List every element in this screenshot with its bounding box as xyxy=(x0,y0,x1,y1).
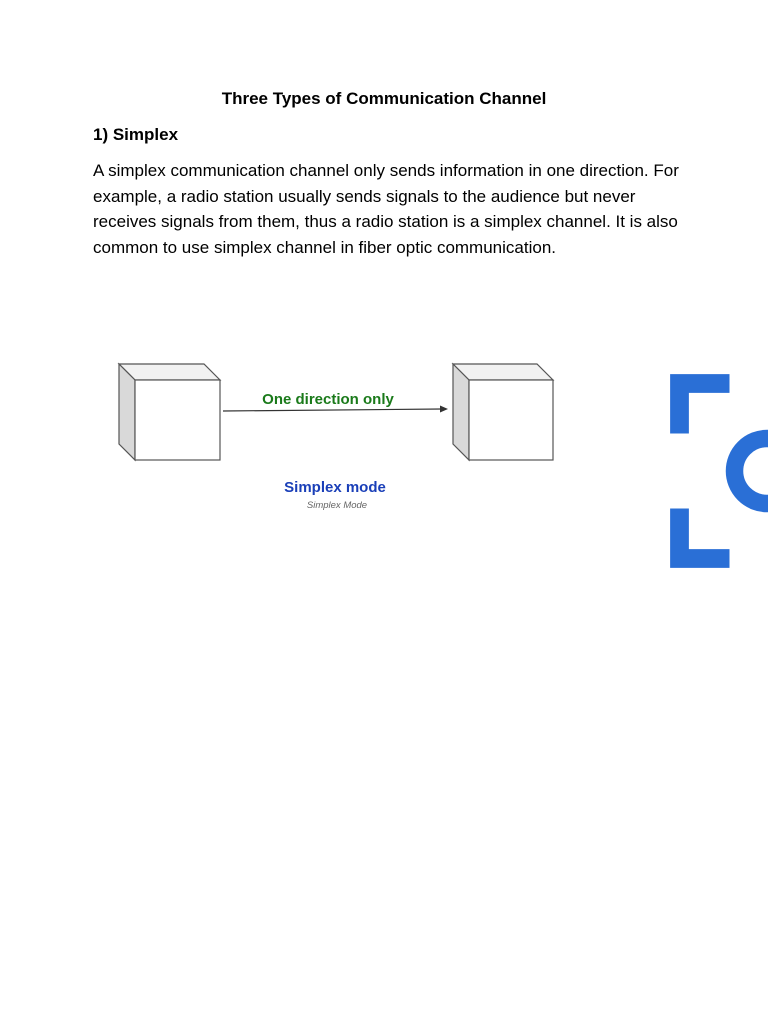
scan-icon[interactable] xyxy=(527,371,543,387)
mode-label: Simplex mode xyxy=(284,479,386,496)
simplex-diagram-svg xyxy=(100,330,580,530)
arrow-label: One direction only xyxy=(262,391,394,408)
body-paragraph: A simplex communication channel only sends information in one direction. For example, a radio station usually sends signals to the audience but never receives signals from them, thus a radio station is a simplex channel. It is also common to use simplex channel in fiber optic communication. xyxy=(93,161,679,257)
section-heading: 1) Simplex xyxy=(93,125,179,144)
simplex-diagram xyxy=(100,330,580,530)
sender-box-icon xyxy=(119,364,220,460)
figure-caption: Simplex Mode xyxy=(306,500,368,511)
page-title: Three Types of Communication Channel xyxy=(221,89,547,108)
